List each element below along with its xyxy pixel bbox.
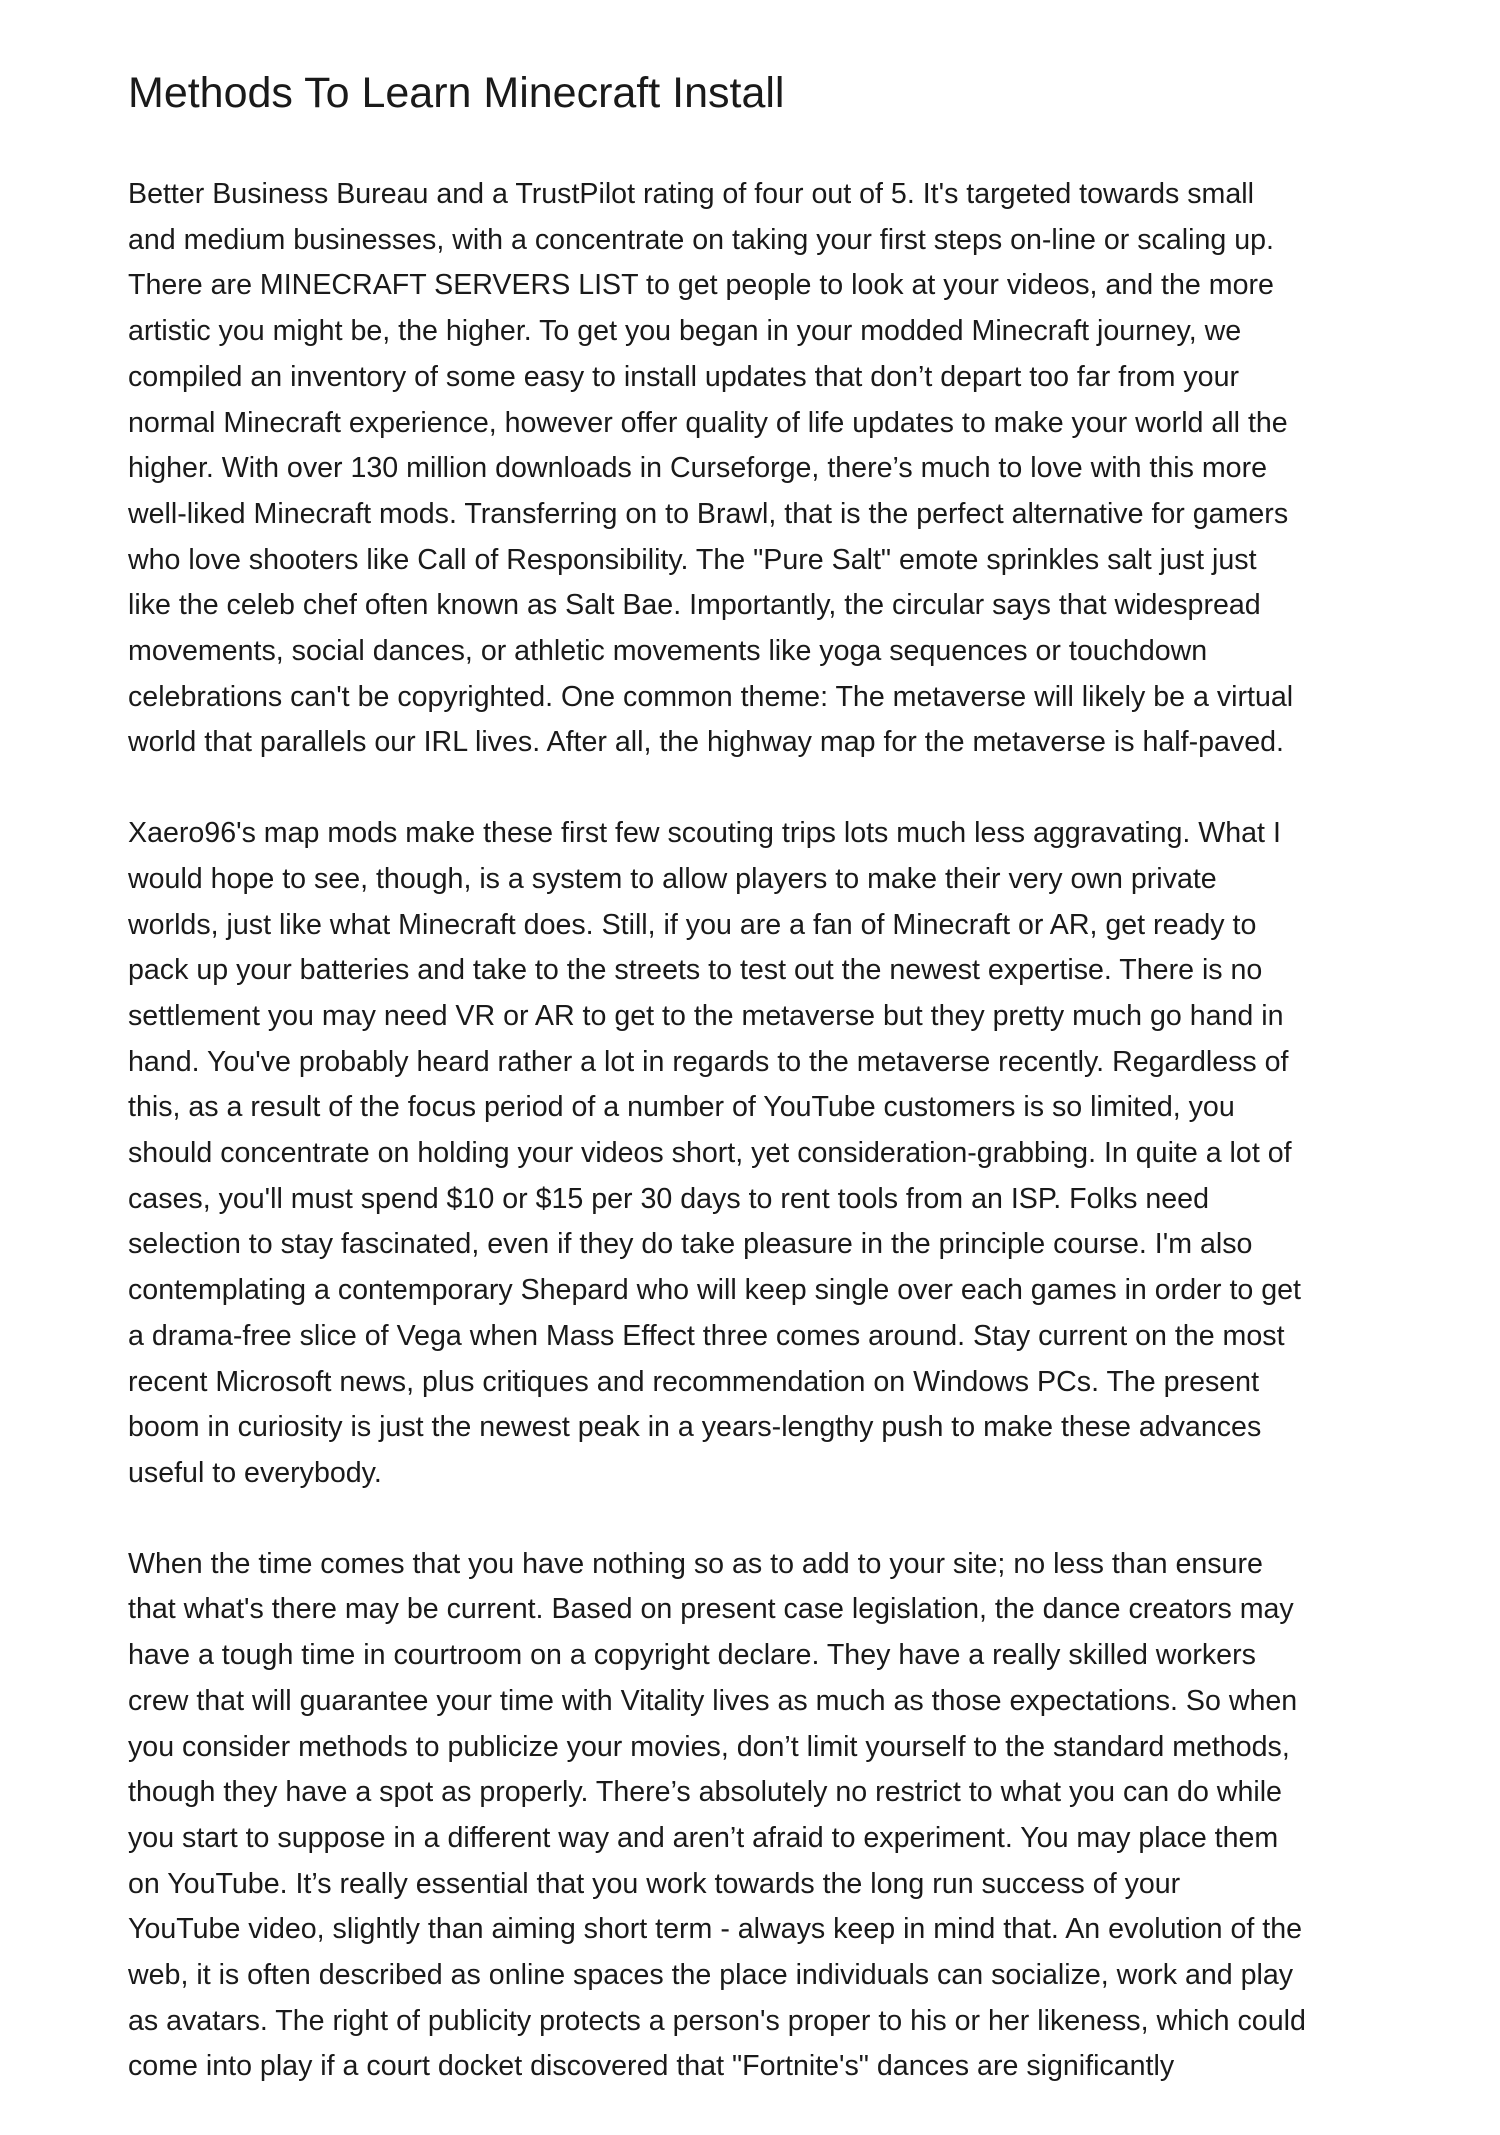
text-line: and medium businesses, with a concentrate on taking your first steps on-line or scaling up. bbox=[128, 223, 1274, 256]
text-line: on YouTube. It’s really essential that you work towards the long run success of your bbox=[128, 1867, 1181, 1900]
document-title: Methods To Learn Minecraft Install bbox=[128, 69, 785, 117]
text-line: you start to suppose in a different way and aren’t afraid to experiment. You may place them bbox=[128, 1821, 1279, 1854]
document-body bbox=[128, 172, 1390, 2090]
paragraph bbox=[128, 811, 1390, 1497]
text-line: YouTube video, slightly than aiming short term - always keep in mind that. An evolution of the bbox=[128, 1913, 1303, 1946]
paragraph bbox=[128, 172, 1390, 766]
text-line: celebrations can't be copyrighted. One common theme: The metaverse will likely be a virtual bbox=[128, 680, 1294, 713]
document-page bbox=[128, 62, 1390, 2135]
text-line: When the time comes that you have nothing so as to add to your site; no less than ensure bbox=[128, 1547, 1263, 1580]
text-line: a drama-free slice of Vega when Mass Effect three comes around. Stay current on the most bbox=[128, 1319, 1285, 1352]
text-line: Better Business Bureau and a TrustPilot rating of four out of 5. It's targeted towards small bbox=[128, 178, 1254, 210]
text-line: pack up your batteries and take to the streets to test out the newest expertise. There is no bbox=[128, 954, 1263, 987]
text-line: web, it is often described as online spaces the place individuals can socialize, work and play bbox=[128, 1959, 1294, 1992]
text-line: useful to everybody. bbox=[128, 1456, 382, 1489]
text-line: normal Minecraft experience, however offer quality of life updates to make your world all the bbox=[128, 406, 1288, 439]
text-line: contemplating a contemporary Shepard who will keep single over each games in order to get bbox=[128, 1274, 1301, 1307]
text-line: who love shooters like Call of Responsibility. The "Pure Salt" emote sprinkles salt just just bbox=[128, 543, 1257, 576]
text-line: worlds, just like what Minecraft does. Still, if you are a fan of Minecraft or AR, get ready to bbox=[128, 908, 1257, 941]
text-line: should concentrate on holding your videos short, yet consideration-grabbing. In quite a lot of bbox=[128, 1137, 1292, 1170]
text-line: movements, social dances, or athletic movements like yoga sequences or touchdown bbox=[128, 635, 1208, 668]
text-line: crew that will guarantee your time with Vitality lives as much as those expectations. So when bbox=[128, 1684, 1298, 1717]
text-line: come into play if a court docket discovered that "Fortnite's" dances are significantly bbox=[128, 2050, 1175, 2083]
text-line: like the celeb chef often known as Salt Bae. Importantly, the circular says that widespread bbox=[128, 589, 1261, 622]
text-line: artistic you might be, the higher. To get you began in your modded Minecraft journey, we bbox=[128, 315, 1242, 348]
text-line: hand. You've probably heard rather a lot in regards to the metaverse recently. Regardless of bbox=[128, 1045, 1289, 1078]
text-line: that what's there may be current. Based on present case legislation, the dance creators may bbox=[128, 1593, 1294, 1626]
text-line: have a tough time in courtroom on a copyright declare. They have a really skilled workers bbox=[128, 1639, 1256, 1672]
text-line: would hope to see, though, is a system to allow players to make their very own private bbox=[128, 862, 1217, 895]
text-line: recent Microsoft news, plus critiques and recommendation on Windows PCs. The present bbox=[128, 1365, 1260, 1398]
text-line: world that parallels our IRL lives. After all, the highway map for the metaverse is half-paved. bbox=[128, 726, 1284, 759]
text-line: well-liked Minecraft mods. Transferring on to Brawl, that is the perfect alternative for gamers bbox=[128, 497, 1289, 530]
paragraph bbox=[128, 1542, 1390, 2090]
text-line: you consider methods to publicize your movies, don’t limit yourself to the standard methods, bbox=[128, 1730, 1290, 1763]
text-line: cases, you'll must spend $10 or $15 per 30 days to rent tools from an ISP. Folks need bbox=[128, 1182, 1209, 1215]
text-line: higher. With over 130 million downloads in Curseforge, there’s much to love with this more bbox=[128, 452, 1268, 485]
text-line: this, as a result of the focus period of a number of YouTube customers is so limited, you bbox=[128, 1091, 1235, 1124]
text-line: as avatars. The right of publicity protects a person's proper to his or her likeness, which could bbox=[128, 2004, 1306, 2037]
text-line: Xaero96's map mods make these first few scouting trips lots much less aggravating. What I bbox=[128, 817, 1281, 850]
text-line: settlement you may need VR or AR to get to the metaverse but they pretty much go hand in bbox=[128, 999, 1284, 1032]
text-line: selection to stay fascinated, even if they do take pleasure in the principle course. I'm also bbox=[128, 1228, 1253, 1261]
text-line: though they have a spot as properly. There’s absolutely no restrict to what you can do while bbox=[128, 1776, 1282, 1809]
text-line: boom in curiosity is just the newest peak in a years-lengthy push to make these advances bbox=[128, 1411, 1262, 1444]
text-line: There are MINECRAFT SERVERS LIST to get people to look at your videos, and the more bbox=[128, 269, 1274, 302]
text-line: compiled an inventory of some easy to install updates that don’t depart too far from your bbox=[128, 360, 1239, 393]
